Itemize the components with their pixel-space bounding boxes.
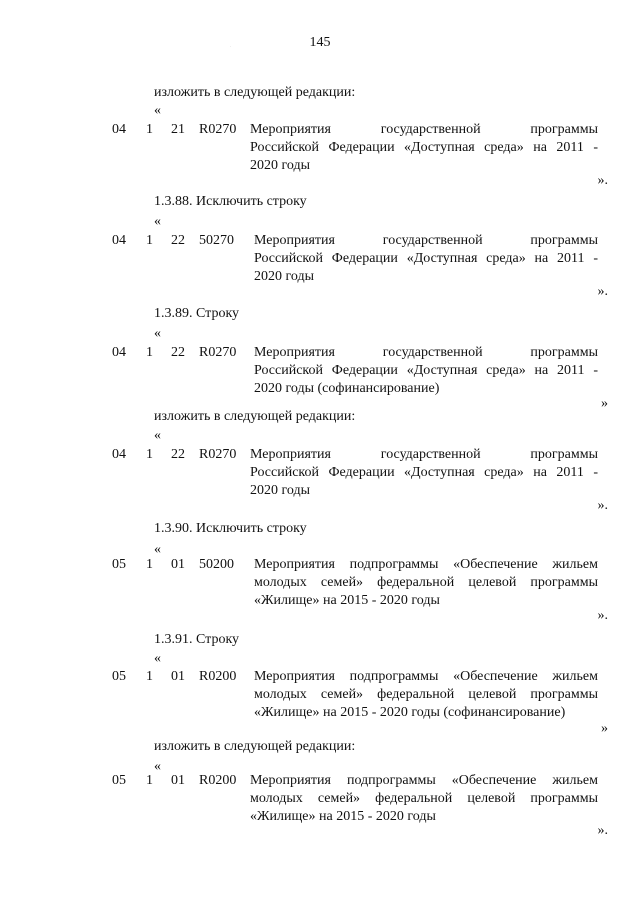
description-line: «Жилище» на 2015 - 2020 годы: [250, 809, 436, 824]
description-line: Российской Федерации «Доступная среда» на 2011 -: [254, 251, 598, 266]
opening-quote: «: [154, 326, 161, 341]
description-line: Мероприятия подпрограммы «Обеспечение жильем: [254, 557, 598, 572]
code-main-event: 01: [171, 557, 185, 572]
instruction-text: 1.3.91. Строку: [154, 632, 240, 647]
opening-quote: «: [154, 428, 161, 443]
instruction-text: 1.3.88. Исключить строку: [154, 194, 307, 209]
closing-quote: ».: [597, 498, 608, 513]
row-description: [254, 668, 598, 722]
code-section: 04: [112, 233, 126, 248]
code-subprogram: 1: [146, 233, 153, 248]
code-direction: R0270: [199, 122, 237, 137]
description-line: Мероприятия государственной программы: [254, 345, 598, 360]
closing-quote: ».: [597, 173, 608, 188]
description-line: молодых семей» федеральной целевой программы: [250, 791, 598, 806]
description-line: «Жилище» на 2015 - 2020 годы: [254, 593, 440, 608]
closing-quote: ».: [597, 608, 608, 623]
opening-quote: «: [154, 214, 161, 229]
code-section: 05: [112, 669, 126, 684]
closing-quote: »: [601, 721, 608, 736]
opening-quote: «: [154, 651, 161, 666]
description-line: 2020 годы: [250, 483, 311, 498]
row-description: [250, 772, 598, 826]
closing-quote: ».: [597, 284, 608, 299]
code-subprogram: 1: [146, 345, 153, 360]
opening-quote: «: [154, 103, 161, 118]
code-direction: 50270: [199, 233, 234, 248]
code-direction: R0270: [199, 345, 237, 360]
code-main-event: 01: [171, 669, 185, 684]
code-main-event: 22: [171, 447, 185, 462]
description-line: Российской Федерации «Доступная среда» на 2011 -: [254, 363, 598, 378]
code-direction: 50200: [199, 557, 234, 572]
description-line: Российской Федерации «Доступная среда» на 2011 -: [250, 465, 598, 480]
code-section: 05: [112, 773, 126, 788]
row-description: [254, 556, 598, 610]
code-main-event: 21: [171, 122, 185, 137]
code-subprogram: 1: [146, 122, 153, 137]
instruction-text: 1.3.90. Исключить строку: [154, 521, 307, 536]
instruction-text: изложить в следующей редакции:: [154, 409, 356, 424]
description-line: молодых семей» федеральной целевой программы: [254, 687, 598, 702]
description-line: Мероприятия государственной программы: [254, 233, 598, 248]
code-subprogram: 1: [146, 773, 153, 788]
code-direction: R0200: [199, 669, 237, 684]
description-line: Мероприятия подпрограммы «Обеспечение жильем: [254, 669, 598, 684]
code-direction: R0270: [199, 447, 237, 462]
description-line: Мероприятия государственной программы: [250, 122, 598, 137]
instruction-text: 1.3.89. Строку: [154, 306, 240, 321]
description-line: Мероприятия подпрограммы «Обеспечение жильем: [250, 773, 598, 788]
page-number: 145: [309, 35, 331, 50]
row-description: [254, 344, 598, 398]
row-description: [250, 446, 598, 500]
instruction-text: изложить в следующей редакции:: [154, 739, 356, 754]
description-line: «Жилище» на 2015 - 2020 годы (софинансирование): [254, 705, 566, 720]
code-subprogram: 1: [146, 557, 153, 572]
code-subprogram: 1: [146, 669, 153, 684]
code-direction: R0200: [199, 773, 237, 788]
code-subprogram: 1: [146, 447, 153, 462]
scan-speck: ·: [230, 44, 232, 49]
row-description: [250, 121, 598, 175]
code-section: 05: [112, 557, 126, 572]
description-line: 2020 годы: [250, 158, 311, 173]
opening-quote: «: [154, 759, 161, 774]
code-section: 04: [112, 345, 126, 360]
code-main-event: 01: [171, 773, 185, 788]
code-main-event: 22: [171, 233, 185, 248]
opening-quote: «: [154, 542, 161, 557]
code-main-event: 22: [171, 345, 185, 360]
description-line: Мероприятия государственной программы: [250, 447, 598, 462]
row-description: [254, 232, 598, 286]
closing-quote: »: [601, 396, 608, 411]
instruction-text: изложить в следующей редакции:: [154, 85, 356, 100]
description-line: 2020 годы (софинансирование): [254, 381, 440, 396]
description-line: 2020 годы: [254, 269, 315, 284]
closing-quote: ».: [597, 823, 608, 838]
description-line: Российской Федерации «Доступная среда» на 2011 -: [250, 140, 598, 155]
code-section: 04: [112, 447, 126, 462]
code-section: 04: [112, 122, 126, 137]
description-line: молодых семей» федеральной целевой программы: [254, 575, 598, 590]
